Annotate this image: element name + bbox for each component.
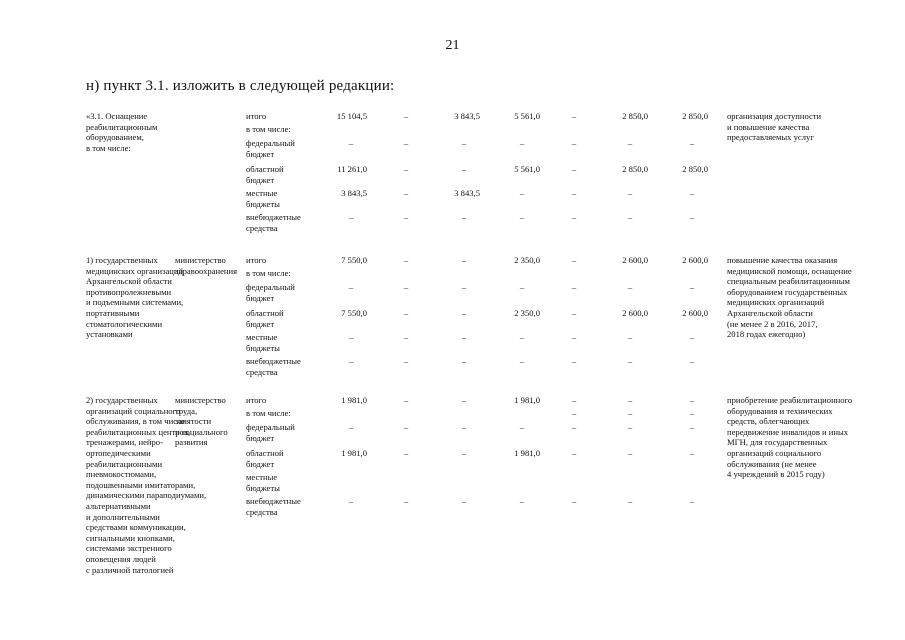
amount-cell: –	[571, 308, 577, 318]
activity-description-line: сигнальными кнопками,	[86, 532, 175, 543]
activity-description-line: медицинских организаций	[86, 265, 184, 276]
amount-cell: –	[571, 332, 577, 342]
funding-source-line: местные	[246, 332, 278, 342]
expected-result-line: средств, облегчающих	[727, 416, 810, 427]
expected-result-line: медицинских организаций	[727, 297, 825, 308]
expected-result-line: передвижение инвалидов и иных	[727, 426, 849, 437]
amount-cell: 2 350,0	[514, 255, 540, 265]
amount-cell: –	[461, 332, 467, 342]
funding-source-line: бюджет	[246, 292, 275, 303]
funding-source-line: областной	[246, 164, 284, 174]
amount-cell: 3 843,5	[454, 188, 480, 198]
amount-cell: –	[403, 448, 409, 458]
activity-description-line: 2) государственных	[86, 395, 158, 405]
funding-source-line: бюджеты	[246, 342, 280, 353]
amount-cell: –	[571, 496, 577, 506]
amount-cell: –	[571, 395, 577, 405]
funding-source-line: бюджеты	[246, 482, 280, 493]
funding-source	[246, 408, 291, 419]
activity-description-line: организаций социального	[86, 405, 181, 416]
amount-cell: –	[461, 308, 467, 318]
amount-cell: –	[689, 212, 695, 222]
executor-line: министерство	[175, 255, 226, 265]
expected-result	[727, 395, 852, 480]
activity-description-line: портативными	[86, 307, 140, 318]
funding-source-line: итого	[246, 255, 267, 265]
activity-description-line: противопролежневыми	[86, 286, 172, 297]
amount-cell: –	[689, 448, 695, 458]
amount-cell: –	[627, 138, 633, 148]
section-heading: н) пункт 3.1. изложить в следующей редакции:	[86, 78, 395, 94]
amount-cell: –	[627, 212, 633, 222]
amount-cell: –	[627, 496, 633, 506]
amount-cell: –	[627, 395, 633, 405]
amount-cell: –	[348, 282, 354, 292]
amount-cell: –	[519, 422, 525, 432]
amount-cell: –	[348, 138, 354, 148]
amount-cell: –	[461, 212, 467, 222]
amount-cell: –	[689, 332, 695, 342]
amount-cell: 2 600,0	[682, 308, 708, 318]
amount-cell: –	[571, 138, 577, 148]
expected-result	[727, 111, 821, 143]
amount-cell: –	[519, 188, 525, 198]
amount-cell: 3 843,5	[341, 188, 367, 198]
amount-cell: –	[571, 164, 577, 174]
amount-cell: 5 561,0	[514, 164, 540, 174]
amount-cell: –	[403, 111, 409, 121]
expected-result-line: организация доступности	[727, 111, 822, 121]
amount-cell: –	[461, 422, 467, 432]
amount-cell: 7 550,0	[341, 308, 367, 318]
amount-cell: –	[571, 448, 577, 458]
amount-cell: –	[403, 422, 409, 432]
amount-cell: 15 104,5	[336, 111, 367, 121]
activity-description-line: «3.1. Оснащение	[86, 111, 148, 121]
funding-source-line: областной	[246, 448, 284, 458]
amount-cell: 2 850,0	[682, 164, 708, 174]
activity-description-line: реабилитационным	[86, 121, 158, 132]
funding-source	[246, 188, 280, 209]
activity-description-line: альтернативными	[86, 500, 151, 511]
funding-source	[246, 255, 266, 266]
funding-source-line: бюджет	[246, 148, 275, 159]
amount-cell: –	[461, 448, 467, 458]
expected-result-line: Архангельской области	[727, 307, 813, 318]
activity-description-line: пневмокостюмами,	[86, 469, 157, 480]
amount-cell: –	[571, 255, 577, 265]
activity-description-line: оборудованием,	[86, 132, 144, 143]
funding-source	[246, 448, 284, 469]
expected-result-line: МГН, для государственных	[727, 437, 828, 448]
funding-source	[246, 282, 295, 303]
page-number: 21	[445, 38, 460, 53]
funding-source	[246, 212, 301, 233]
amount-cell: –	[348, 356, 354, 366]
funding-source-line: внебюджетные	[246, 212, 301, 222]
expected-result-line: 2018 годах ежегодно)	[727, 329, 806, 340]
amount-cell: –	[461, 282, 467, 292]
amount-cell: –	[461, 496, 467, 506]
funding-source-line: внебюджетные	[246, 496, 301, 506]
expected-result-line: специальным реабилитационным	[727, 276, 850, 287]
amount-cell: –	[403, 255, 409, 265]
funding-source	[246, 164, 284, 185]
funding-source	[246, 111, 266, 122]
amount-cell: –	[403, 188, 409, 198]
amount-cell: –	[519, 212, 525, 222]
funding-source	[246, 356, 301, 377]
amount-cell: –	[461, 356, 467, 366]
funding-source	[246, 124, 291, 135]
expected-result-line: и повышение качества	[727, 121, 810, 132]
amount-cell: –	[403, 212, 409, 222]
expected-result-line: предоставляемых услуг	[727, 132, 814, 143]
amount-cell: –	[689, 496, 695, 506]
executor-line: здравоохранения	[175, 265, 238, 276]
funding-source	[246, 472, 280, 493]
funding-source-line: средства	[246, 366, 278, 377]
activity-description-line: в том числе:	[86, 142, 131, 153]
activity-description-line: подошвенными имитаторами,	[86, 479, 196, 490]
executor-line: и социального	[175, 426, 228, 437]
funding-source-line: в том числе:	[246, 408, 291, 418]
activity-description-line: системами экстренного	[86, 543, 172, 554]
expected-result-line: (не менее 2 в 2016, 2017,	[727, 318, 818, 329]
amount-cell: –	[689, 188, 695, 198]
amount-cell: –	[571, 282, 577, 292]
amount-cell: –	[627, 408, 633, 418]
amount-cell: –	[519, 496, 525, 506]
amount-cell: –	[689, 395, 695, 405]
funding-source-line: бюджет	[246, 458, 275, 469]
amount-cell: 2 600,0	[622, 308, 648, 318]
amount-cell: –	[461, 255, 467, 265]
executor-line: занятости	[175, 416, 212, 427]
activity-description-line: ортопедическими	[86, 447, 151, 458]
activity-description-line: тренажерами, нейро-	[86, 437, 163, 448]
executor-line: министерство	[175, 395, 226, 405]
executor	[175, 395, 228, 448]
funding-source-line: итого	[246, 111, 267, 121]
expected-result-line: оборудования и технических	[727, 405, 833, 416]
activity-description-line: с различной патологией	[86, 564, 174, 575]
amount-cell: –	[519, 356, 525, 366]
funding-source	[246, 332, 280, 353]
amount-cell: 1 981,0	[341, 448, 367, 458]
amount-cell: –	[571, 356, 577, 366]
amount-cell: –	[627, 448, 633, 458]
amount-cell: –	[403, 164, 409, 174]
amount-cell: 1 981,0	[341, 395, 367, 405]
activity-description-line: оповещения людей	[86, 553, 156, 564]
amount-cell: –	[403, 496, 409, 506]
funding-source-line: в том числе:	[246, 124, 291, 134]
funding-source-line: итого	[246, 395, 267, 405]
amount-cell: –	[689, 356, 695, 366]
amount-cell: –	[571, 422, 577, 432]
funding-source	[246, 268, 291, 279]
funding-source-line: бюджет	[246, 432, 275, 443]
expected-result-line: медицинской помощи, оснащение	[727, 265, 852, 276]
funding-source	[246, 308, 284, 329]
funding-source-line: областной	[246, 308, 284, 318]
funding-source-line: бюджеты	[246, 198, 280, 209]
amount-cell: 2 350,0	[514, 308, 540, 318]
funding-source	[246, 395, 266, 406]
amount-cell: 3 843,5	[454, 111, 480, 121]
activity-description-line: Архангельской области	[86, 276, 172, 287]
expected-result-line: повышение качества оказания	[727, 255, 838, 265]
executor-line: труда,	[175, 405, 198, 416]
funding-source-line: в том числе:	[246, 268, 291, 278]
amount-cell: 2 850,0	[622, 164, 648, 174]
amount-cell: 2 850,0	[622, 111, 648, 121]
funding-source-line: федеральный	[246, 138, 295, 148]
amount-cell: 1 981,0	[514, 448, 540, 458]
amount-cell: –	[627, 188, 633, 198]
executor-line: развития	[175, 437, 208, 448]
amount-cell: 5 561,0	[514, 111, 540, 121]
funding-source	[246, 422, 295, 443]
amount-cell: –	[461, 138, 467, 148]
amount-cell: 1 981,0	[514, 395, 540, 405]
amount-cell: –	[461, 395, 467, 405]
amount-cell: –	[571, 188, 577, 198]
funding-source	[246, 138, 295, 159]
amount-cell: –	[348, 212, 354, 222]
amount-cell: –	[571, 408, 577, 418]
amount-cell: –	[403, 308, 409, 318]
activity-description-line: реабилитационными	[86, 458, 163, 469]
amount-cell: –	[627, 356, 633, 366]
activity-description-line: стоматологическими	[86, 318, 163, 329]
activity-description-line: динамическими параподиумами,	[86, 490, 207, 501]
amount-cell: –	[403, 356, 409, 366]
activity-description-line: 1) государственных	[86, 255, 158, 265]
funding-source	[246, 496, 301, 517]
amount-cell: –	[689, 282, 695, 292]
amount-cell: –	[403, 138, 409, 148]
expected-result-line: обслуживания (не менее	[727, 458, 817, 469]
amount-cell: –	[627, 332, 633, 342]
expected-result-line: организаций социального	[727, 447, 822, 458]
activity-description-line: и дополнительными	[86, 511, 160, 522]
amount-cell: 7 550,0	[341, 255, 367, 265]
expected-result-line: приобретение реабилитационного	[727, 395, 853, 405]
amount-cell: –	[627, 282, 633, 292]
amount-cell: –	[519, 138, 525, 148]
funding-source-line: федеральный	[246, 282, 295, 292]
funding-source-line: внебюджетные	[246, 356, 301, 366]
activity-description-line: установками	[86, 329, 133, 340]
amount-cell: –	[348, 332, 354, 342]
amount-cell: 2 850,0	[682, 111, 708, 121]
expected-result	[727, 255, 852, 340]
amount-cell: –	[689, 138, 695, 148]
activity-description	[86, 111, 157, 153]
amount-cell: –	[627, 422, 633, 432]
amount-cell: –	[348, 496, 354, 506]
activity-description-line: и подъемными системами,	[86, 297, 184, 308]
funding-source-line: местные	[246, 188, 278, 198]
expected-result-line: 4 учреждений в 2015 году)	[727, 469, 825, 480]
funding-source-line: средства	[246, 506, 278, 517]
activity-description-line: обслуживания, в том числе	[86, 416, 186, 427]
funding-source-line: бюджет	[246, 318, 275, 329]
amount-cell: –	[519, 282, 525, 292]
amount-cell: –	[461, 164, 467, 174]
amount-cell: –	[403, 332, 409, 342]
activity-description-line: средствами коммуникации,	[86, 522, 186, 533]
activity-description	[86, 255, 183, 340]
amount-cell: –	[571, 212, 577, 222]
amount-cell: –	[571, 111, 577, 121]
amount-cell: 11 261,0	[337, 164, 367, 174]
amount-cell: –	[689, 408, 695, 418]
amount-cell: 2 600,0	[682, 255, 708, 265]
expected-result-line: оборудованием государственных	[727, 286, 848, 297]
amount-cell: –	[348, 422, 354, 432]
activity-description-line: реабилитационных центров,	[86, 426, 191, 437]
funding-source-line: бюджет	[246, 174, 275, 185]
funding-source-line: местные	[246, 472, 278, 482]
amount-cell: –	[403, 282, 409, 292]
amount-cell: –	[689, 422, 695, 432]
amount-cell: –	[403, 395, 409, 405]
executor	[175, 255, 237, 276]
amount-cell: 2 600,0	[622, 255, 648, 265]
funding-source-line: федеральный	[246, 422, 295, 432]
funding-source-line: средства	[246, 222, 278, 233]
amount-cell: –	[519, 332, 525, 342]
